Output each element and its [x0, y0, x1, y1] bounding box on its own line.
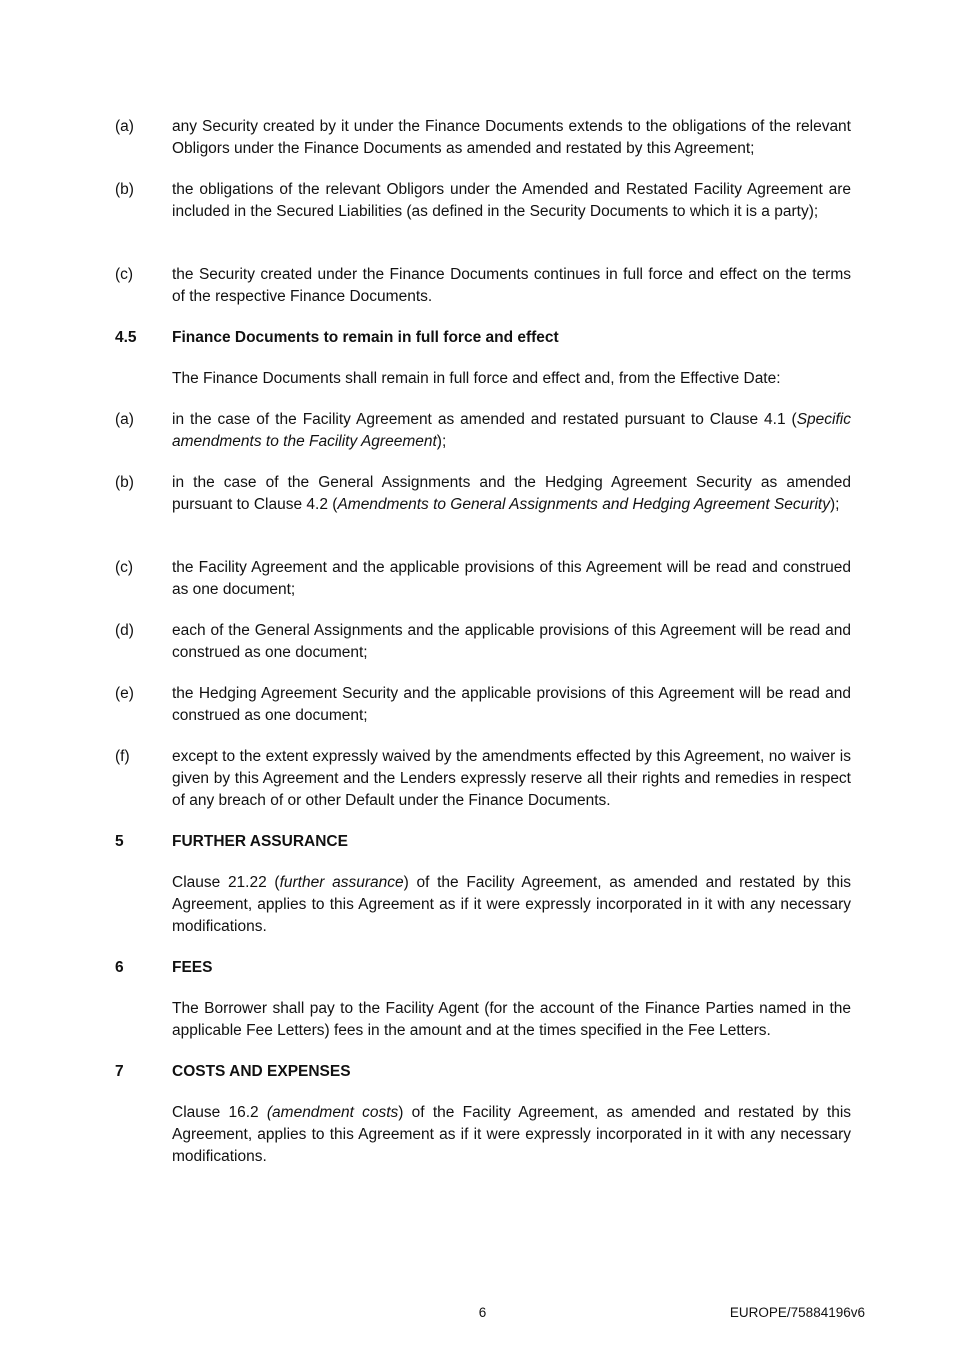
item-label: (e) — [115, 685, 134, 702]
body-paragraph: The Borrower shall pay to the Facility Agent (for the account of the Finance Parties named in the applicable Fee Letters) fees in the amount and at the times specified in the Fee Letters. — [172, 1000, 851, 1039]
item-label: (c) — [115, 559, 134, 576]
document-reference: EUROPE/75884196v6 — [729, 1305, 865, 1320]
italic-reference: Amendments to General Assignments and Hedging Agreement Security — [337, 496, 830, 513]
text-fragment: ); — [829, 496, 840, 513]
body-paragraph — [172, 872, 851, 938]
list-item — [115, 620, 851, 664]
body-paragraph — [172, 1102, 851, 1168]
text-fragment: ) of the Facility Agreement, as amended and restated by this Agreement, applies to this Agreement as if it were expressly incorporated in it with any necessary modifications. — [172, 874, 852, 935]
italic-reference: Specific amendments to the Facility Agreement — [172, 411, 851, 450]
text-fragment: Clause 16.2 — [172, 1104, 267, 1121]
item-label: (b) — [115, 181, 134, 198]
section-heading-5 — [115, 831, 851, 853]
text-fragment: in the case of the Facility Agreement as amended and restated pursuant to Clause 4.1 ( — [172, 411, 797, 428]
section-title: Finance Documents to remain in full force and effect — [172, 329, 559, 346]
italic-reference: (amendment costs — [266, 1104, 399, 1121]
section-heading-4-5 — [115, 327, 851, 349]
body-paragraph: The Finance Documents shall remain in full force and effect and, from the Effective Date: — [172, 370, 781, 387]
item-text: the Security created under the Finance Documents continues in full force and effect on the terms of the respective Finance Documents. — [172, 266, 851, 305]
list-item — [115, 179, 851, 223]
italic-reference: further assurance — [279, 874, 404, 891]
section-title: FURTHER ASSURANCE — [172, 833, 348, 850]
item-text: the Facility Agreement and the applicable provisions of this Agreement will be read and construed as one document; — [172, 559, 851, 598]
item-text: except to the extent expressly waived by the amendments effected by this Agreement, no waiver is given by this Agreement and the Lenders expressly reserve all their rights and remedies in respect of any breach of or other Default under the Finance Documents. — [172, 748, 851, 809]
list-item — [115, 472, 851, 516]
item-text — [172, 409, 851, 453]
page-number: 6 — [478, 1305, 487, 1320]
item-label: (b) — [115, 474, 134, 491]
section-title: COSTS AND EXPENSES — [172, 1063, 351, 1080]
list-item — [115, 557, 851, 601]
section-title: FEES — [172, 959, 213, 976]
item-label: (a) — [115, 118, 134, 135]
section-number: 5 — [115, 833, 124, 850]
item-text: each of the General Assignments and the applicable provisions of this Agreement will be read and construed as one document; — [172, 622, 851, 661]
item-text: the obligations of the relevant Obligors under the Amended and Restated Facility Agreement are included in the Secured Liabilities (as defined in the Security Documents to which it is a party); — [172, 181, 851, 220]
text-fragment: in the case of the General Assignments and the Hedging Agreement Security as amended pursuant to Clause 4.2 ( — [172, 474, 851, 513]
item-label: (c) — [115, 266, 134, 283]
text-fragment: Clause 21.22 ( — [172, 874, 280, 891]
list-item — [115, 264, 851, 308]
item-label: (f) — [115, 748, 130, 765]
section-heading-6 — [115, 957, 851, 979]
item-label: (a) — [115, 411, 134, 428]
item-text — [172, 472, 851, 516]
text-fragment: ) of the Facility Agreement, as amended and restated by this Agreement, applies to this Agreement as if it were expressly incorporated in it with any necessary modifications. — [172, 1104, 852, 1165]
item-text: any Security created by it under the Finance Documents extends to the obligations of the relevant Obligors under the Finance Documents as amended and restated by this Agreement; — [172, 118, 851, 157]
list-item — [115, 116, 851, 160]
section-number: 7 — [115, 1063, 124, 1080]
section-heading-7 — [115, 1061, 851, 1083]
list-item — [115, 409, 851, 453]
list-item — [115, 683, 851, 727]
section-number: 4.5 — [115, 329, 137, 346]
text-fragment: ); — [436, 433, 447, 450]
item-text: the Hedging Agreement Security and the applicable provisions of this Agreement will be read and construed as one document; — [172, 685, 851, 724]
item-label: (d) — [115, 622, 134, 639]
list-item — [115, 746, 851, 812]
section-number: 6 — [115, 959, 124, 976]
